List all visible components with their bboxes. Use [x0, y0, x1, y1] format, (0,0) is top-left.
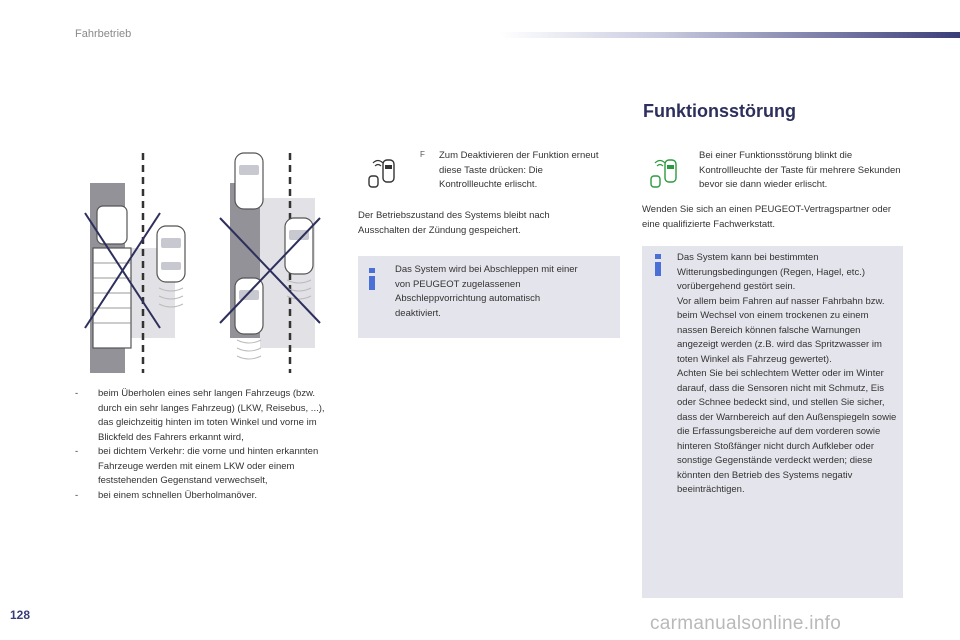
deactivate-instruction: Zum Deaktivieren der Funktion erneut diese Taste drücken: Die Kontrollleuchte erlischt.: [439, 150, 599, 190]
list-item: [75, 387, 330, 445]
header-gradient-bar: [500, 32, 960, 38]
info-icon: [652, 254, 664, 276]
list-item: [75, 489, 330, 504]
contact-dealer-text: Wenden Sie sich an einen PEUGEOT-Vertragspartner oder eine qualifizierte Fachwerkstatt.: [642, 204, 892, 230]
blind-spot-button-icon: [366, 156, 400, 190]
list-dash: -: [75, 446, 79, 457]
list-item-text: bei einem schnellen Überholmanöver.: [98, 489, 257, 501]
state-memory-paragraph: Der Betriebszustand des Systems bleibt nach Ausschalten der Zündung gespeichert.: [358, 210, 550, 236]
info-paragraph: Das System kann bei bestimmten Witterungsbedingungen (Regen, Hagel, etc.) vorübergehend gestört sein.: [677, 252, 866, 292]
warning-button-icon: [648, 156, 682, 190]
info-box-towing: [358, 256, 620, 338]
blind-spot-illustration: [75, 148, 325, 376]
instruction-marker: F: [420, 150, 425, 159]
page-title: Funktionsstörung: [643, 101, 796, 121]
list-dash: -: [75, 388, 79, 399]
list-item-text: bei dichtem Verkehr: die vorne und hinten erkannten Fahrzeuge werden mit einem LKW oder einem feststehenden Gegenstand verwechselt,: [98, 446, 319, 486]
watermark: carmanualsonline.info: [650, 613, 842, 634]
header-section-label: Fahrbetrieb: [75, 28, 132, 40]
false-detection-list: [75, 387, 330, 503]
scenario-right: [220, 153, 320, 373]
info-paragraph: Vor allem beim Fahren auf nasser Fahrbahn bzw. beim Wechsel von einem trockenen zu einem nassen Bereich können falsche Warnungen angezeigt werden (z.B. wird das Spritzwasser im toten Winkel als Fahrzeug gewertet).: [677, 295, 885, 365]
info-icon: [366, 268, 378, 290]
list-item-text: beim Überholen eines sehr langen Fahrzeugs (bzw. durch ein sehr langes Fahrzeug) (LKW, Reisebus, ...), das gleichzeitig hinten im toten Winkel und vorne im Blickfeld des Fahrers erkannt wird,: [98, 388, 325, 443]
scenario-left: [85, 153, 185, 373]
info-box-weather: [642, 246, 903, 598]
page-number: 128: [10, 608, 31, 622]
info-text-weather: [677, 251, 897, 498]
malfunction-blink-text: Bei einer Funktionsstörung blinkt die Kontrollleuchte der Taste für mehrere Sekunden bevor sie dann wieder erlischt.: [699, 150, 901, 190]
info-text-towing: Das System wird bei Abschleppen mit einer von PEUGEOT zugelassenen Abschleppvorrichtung automatisch deaktiviert.: [395, 264, 578, 319]
list-item: [75, 445, 330, 489]
info-paragraph: Achten Sie bei schlechtem Wetter oder im Winter darauf, dass die Sensoren nicht mit Schmutz, Eis oder Schnee bedeckt sind, und stellen Sie sicher, dass der Warnbereich auf den Außenspiegeln sowie die Erfassungsbereiche auf dem vorderen sowie hinteren Stoßfänger nicht durch Aufkleber oder sonstige Gegenstände verdeckt werden; diese könnten den Betrieb des Systems negativ beeinträchtigen.: [677, 368, 897, 495]
list-dash: -: [75, 489, 79, 501]
